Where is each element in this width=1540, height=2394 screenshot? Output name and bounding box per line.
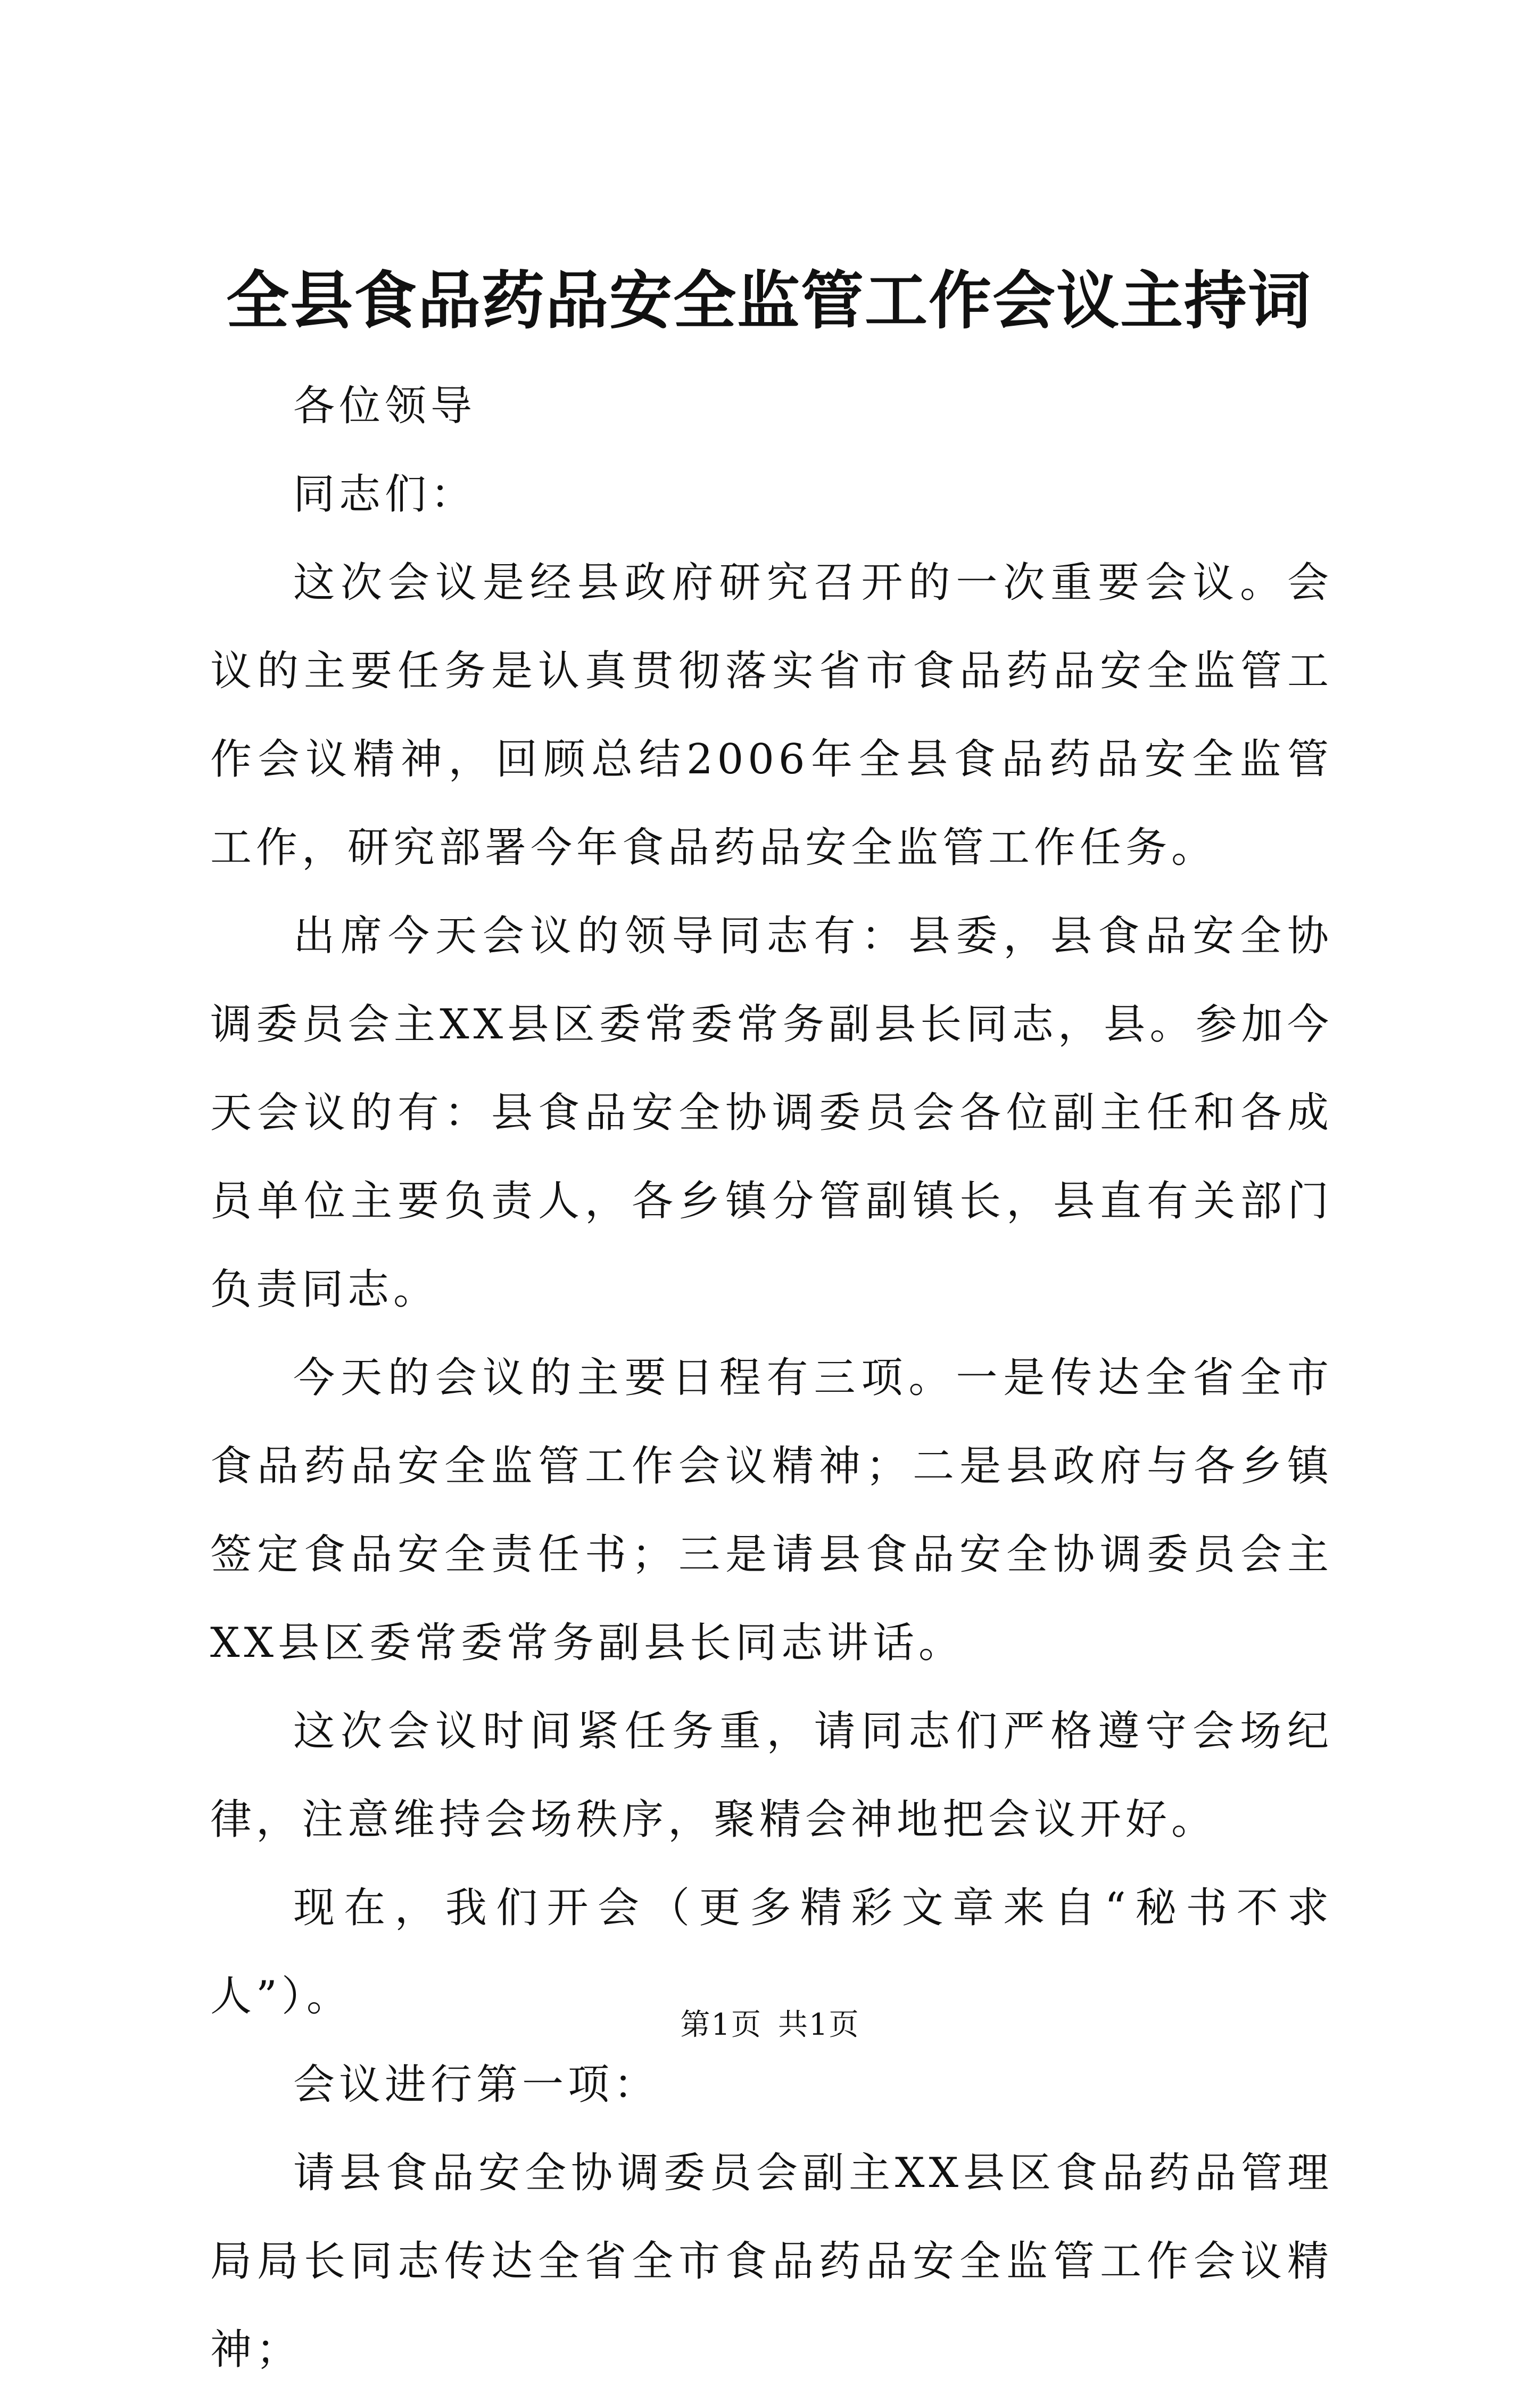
paragraph-attendees: 出席今天会议的领导同志有：县委，县食品安全协调委员会主XX县区委常委常务副县长同志，县。参加今天会议的有：县食品安全协调委员会各位副主任和各成员单位主要负责人，各乡镇分管副镇长，县直有关部门负责同志。 [210,912,1333,1314]
paragraph-meeting-purpose: 这次会议是经县政府研究召开的一次重要会议。会议的主要任务是认真贯彻落实省市食品药品安全监管工作会议精神，回顾总结2006年全县食品药品安全监管工作，研究部署今年食品药品安全监管工作任务。 [210,559,1333,872]
paragraph-agenda: 今天的会议的主要日程有三项。一是传达全省全市食品药品安全监管工作会议精神；二是县政府与各乡镇签定食品安全责任书；三是请县食品安全协调委员会主XX县区委常委常务副县长同志讲话。 [210,1354,1333,1667]
paragraph-item-one-detail: 请县食品安全协调委员会副主XX县区食品药品管理局局长同志传达全省全市食品药品安全监管工作会议精神； [210,2149,1333,2374]
document-body [210,362,1333,2394]
page-total: 共1页 [778,2008,860,2042]
paragraph-meeting-start: 现在，我们开会（更多精彩文章来自“秘书不求人”）。 [210,1884,1333,2020]
paragraph-discipline: 这次会议时间紧任务重，请同志们严格遵守会场纪律，注意维持会场秩序，聚精会神地把会议开好。 [210,1707,1333,1844]
paragraph-item-one: 会议进行第一项： [293,2061,660,2109]
document-title: 全县食品药品安全监管工作会议主持词 [226,263,1312,337]
page-number: 第1页 [680,2008,762,2042]
salutation-comrades: 同志们： [293,470,477,518]
page-footer [0,2007,1540,2044]
salutation-leaders: 各位领导 [293,382,477,430]
